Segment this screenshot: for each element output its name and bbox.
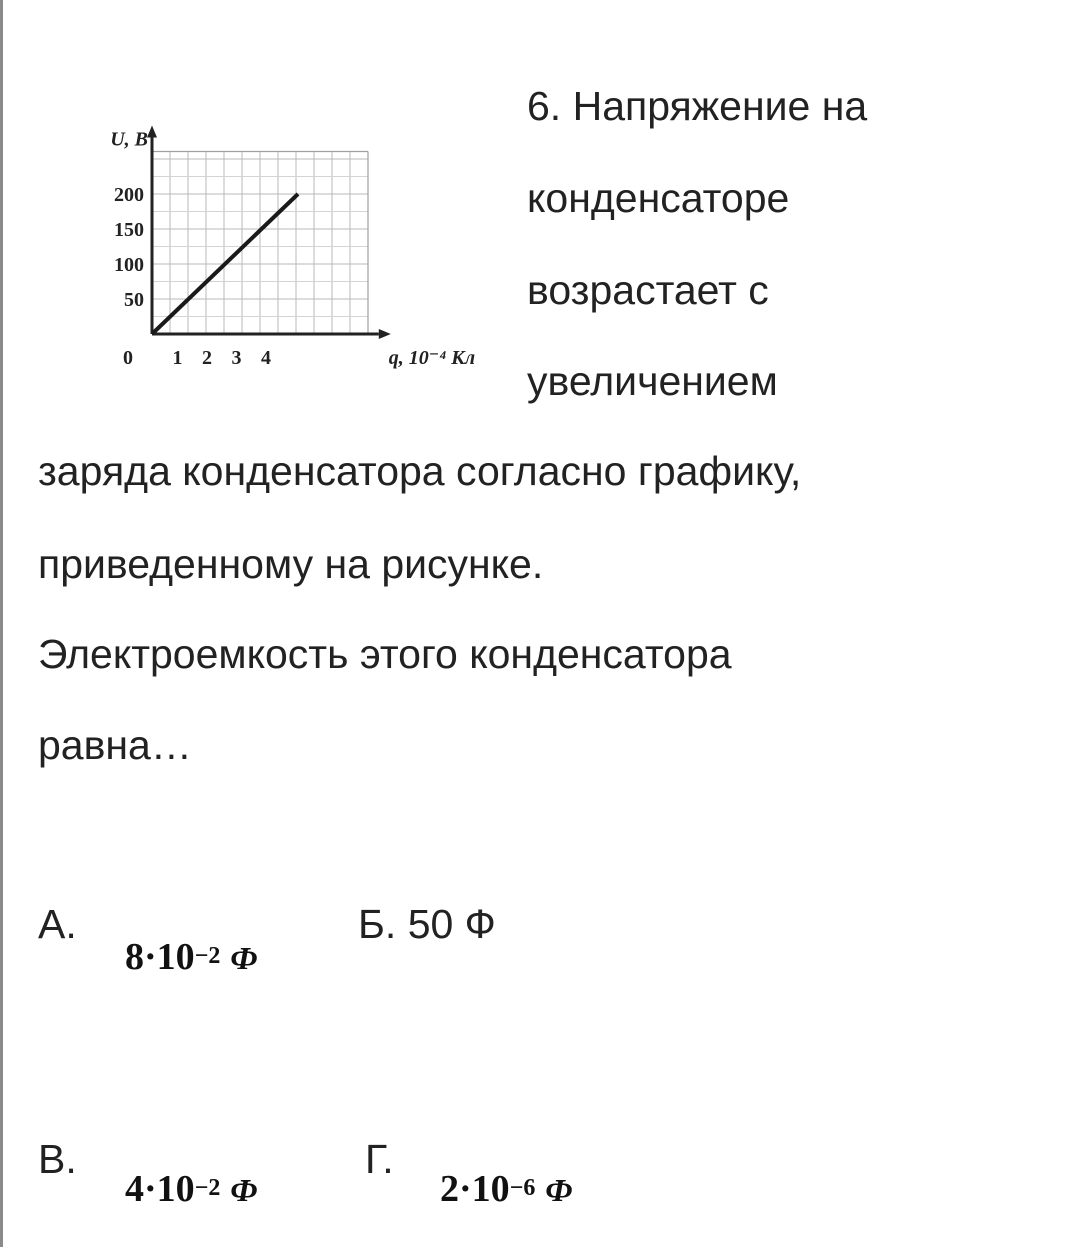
question-line-6: приведенному на рисунке. [38, 541, 544, 587]
x-tick-label: 1 [172, 347, 183, 369]
option-b-text: Б. 50 Ф [358, 901, 496, 947]
y-tick-label: 200 [114, 184, 144, 206]
option-a-mantissa: 8·10 [125, 936, 195, 978]
y-tick-label: 100 [114, 254, 144, 276]
question-line-8: равна… [38, 722, 192, 768]
x-tick-label: 4 [261, 347, 271, 369]
y-axis-arrow [147, 126, 157, 138]
voltage-charge-chart [60, 100, 500, 390]
option-a-letter: А. [38, 901, 77, 947]
option-d-exponent: −6 [509, 1175, 536, 1201]
x-axis-label: q, 10⁻⁴ Кл [388, 347, 476, 369]
option-c-exponent: −2 [194, 1175, 221, 1201]
option-d-formula [440, 1167, 573, 1216]
option-a-exponent: −2 [194, 943, 221, 969]
option-c-unit: Ф [230, 1172, 258, 1208]
option-a-formula [125, 935, 258, 984]
question-line-1: 6. Напряжение на [527, 83, 868, 129]
option-c-formula [125, 1167, 258, 1216]
option-a-unit: Ф [230, 940, 258, 976]
x-tick-label: 0 [123, 347, 133, 369]
option-d-mantissa: 2·10 [440, 1168, 510, 1210]
x-axis-arrow [379, 329, 391, 339]
y-axis-label: U, В [110, 128, 148, 151]
question-line-4: увеличением [527, 358, 778, 404]
question-line-5: заряда конденсатора согласно графику, [38, 448, 802, 494]
question-line-2: конденсаторе [527, 175, 790, 221]
option-d-unit: Ф [545, 1172, 573, 1208]
option-d-letter: Г. [365, 1136, 394, 1182]
chart-grid [152, 152, 368, 335]
option-c-letter: В. [38, 1136, 77, 1182]
left-border [0, 0, 3, 1247]
y-tick-label: 150 [114, 219, 144, 241]
x-tick-label: 3 [231, 347, 242, 369]
question-line-3: возрастает с [527, 267, 769, 313]
question-line-7: Электроемкость этого конденсатора [38, 631, 732, 677]
y-tick-label: 50 [124, 289, 144, 311]
option-c-mantissa: 4·10 [125, 1168, 195, 1210]
x-tick-label: 2 [202, 347, 212, 369]
